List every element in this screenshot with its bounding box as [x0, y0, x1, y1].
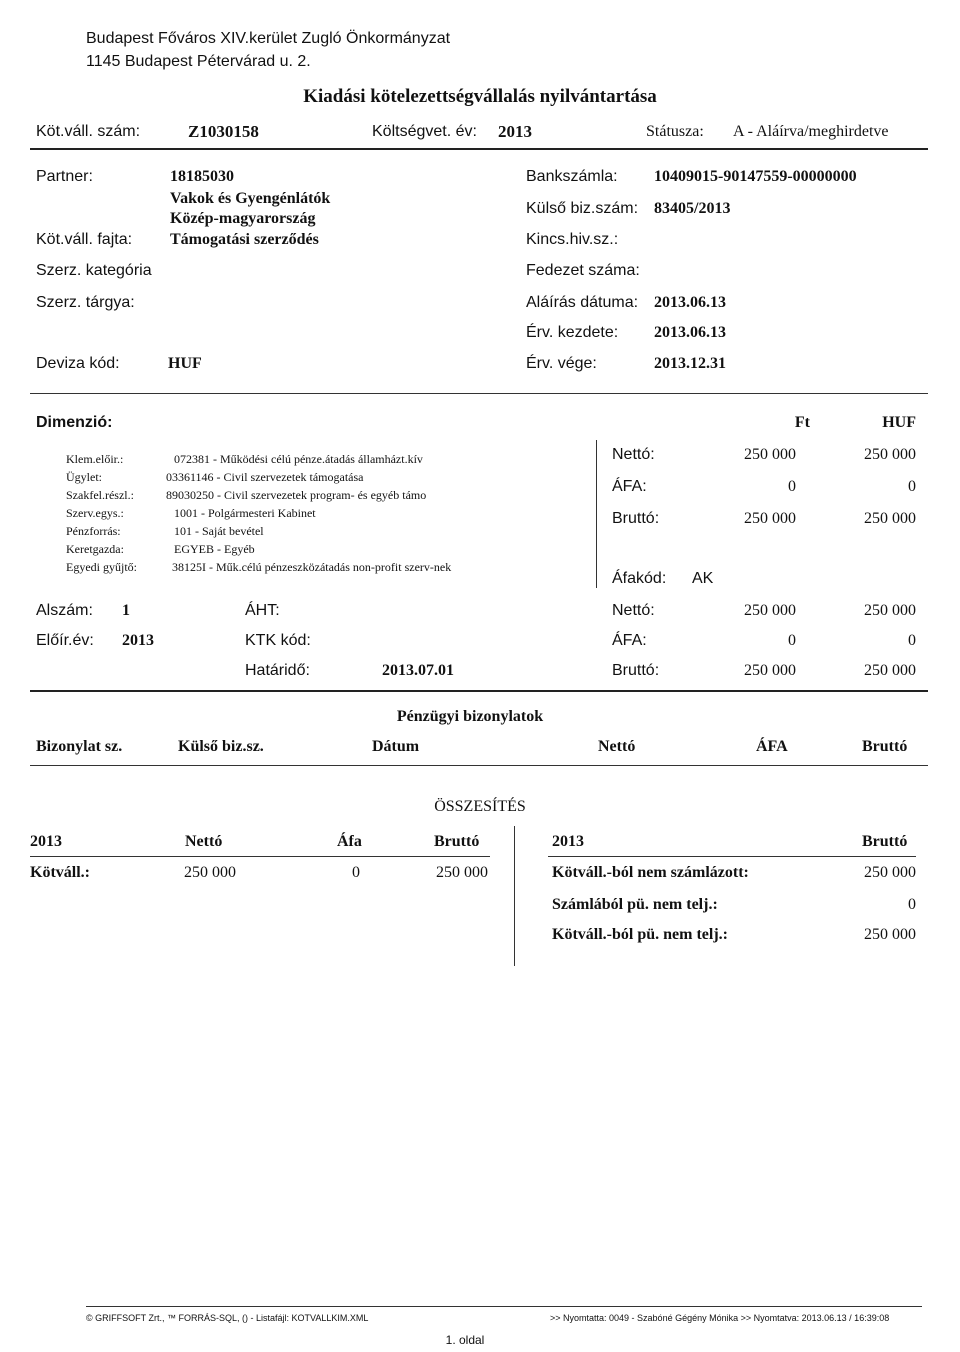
summary-left-vat: 0: [352, 864, 360, 881]
documents-title: Pénzügyi bizonylatok: [396, 708, 544, 725]
prescription-year-value: 2013: [122, 632, 154, 649]
valid-to-value: 2013.12.31: [654, 355, 726, 372]
dim-afa-label: ÁFA:: [612, 478, 647, 495]
dim-netto-label: Nettó:: [612, 446, 655, 463]
dim-brutto-huf: 250 000: [864, 510, 916, 527]
page-title: Kiadási kötelezettségvállalás nyilvántartása: [303, 86, 657, 107]
partner-name-1: Vakok és Gyengénlátók: [170, 190, 331, 207]
summary-right-row: Kötváll.-ból pü. nem telj.:: [552, 926, 728, 943]
divider-documents: [30, 690, 928, 692]
treasury-label: Kincs.hiv.sz.:: [526, 231, 619, 248]
vat-code-value: AK: [692, 570, 714, 587]
sub-netto-ft: 250 000: [744, 602, 796, 619]
summary-left-year: 2013: [30, 833, 62, 850]
sub-afa-label: ÁFA:: [612, 632, 647, 649]
dim-brutto-label: Bruttó:: [612, 510, 660, 527]
dimension-label: Dimenzió:: [36, 414, 113, 431]
currency-value: HUF: [168, 355, 202, 372]
ktk-label: KTK kód:: [245, 632, 311, 649]
deadline-label: Határidő:: [245, 662, 310, 679]
sub-afa-huf: 0: [908, 632, 916, 649]
status-label: Státusza:: [646, 123, 704, 140]
category-label: Szerz. kategória: [36, 262, 152, 279]
documents-col-doc-no: Bizonylat sz.: [36, 738, 123, 755]
kv-label: Köt.váll. szám:: [36, 123, 141, 140]
account-label: Bankszámla:: [526, 168, 618, 185]
divider-documents-header: [30, 765, 928, 766]
page-number: 1. oldal: [445, 1333, 485, 1347]
sub-netto-label: Nettó:: [612, 602, 655, 619]
status-value: A - Aláírva/meghirdetve: [733, 123, 889, 140]
column-ft: Ft: [794, 414, 810, 431]
dim-netto-huf: 250 000: [864, 446, 916, 463]
aht-label: ÁHT:: [245, 602, 280, 619]
summary-left-col-brutto: Bruttó: [434, 833, 480, 850]
type-value: Támogatási szerződés: [170, 231, 319, 248]
dim-brutto-ft: 250 000: [744, 510, 796, 527]
year-value: 2013: [498, 122, 532, 141]
subitem-value: 1: [122, 602, 130, 619]
org-name: Budapest Főváros XIV.kerület Zugló Önkormányzat: [86, 30, 451, 47]
summary-left-netto: 250 000: [184, 864, 236, 881]
summary-vertical-divider: [514, 826, 515, 966]
org-address: 1145 Budapest Pétervárad u. 2.: [86, 53, 311, 70]
summary-left-row-label: Kötváll.:: [30, 864, 90, 881]
partner-name-2: Közép-magyarország: [170, 210, 316, 227]
footer-line: [86, 1306, 922, 1307]
documents-col-brutto: Bruttó: [862, 738, 908, 755]
account-value: 10409015-90147559-00000000: [654, 168, 857, 185]
sub-afa-ft: 0: [788, 632, 796, 649]
ext-doc-label: Külső biz.szám:: [526, 200, 639, 217]
currency-label: Deviza kód:: [36, 355, 120, 372]
partner-label: Partner:: [36, 168, 93, 185]
summary-right-col-brutto: Bruttó: [862, 833, 908, 850]
summary-right-year: 2013: [552, 833, 584, 850]
dimension-vertical-divider: [596, 440, 597, 588]
summary-title: ÖSSZESÍTÉS: [434, 798, 526, 815]
dim-netto-ft: 250 000: [744, 446, 796, 463]
summary-left-col-vat: Áfa: [337, 833, 362, 850]
divider-top: [30, 148, 928, 150]
ext-doc-value: 83405/2013: [654, 200, 731, 217]
partner-code: 18185030: [170, 168, 234, 185]
summary-right-row: Számlából pü. nem telj.:: [552, 896, 718, 913]
summary-right-row-value: 0: [908, 896, 916, 913]
summary-right-header-line: [548, 856, 916, 857]
sign-date-value: 2013.06.13: [654, 294, 726, 311]
documents-col-date: Dátum: [372, 738, 420, 755]
vat-code-label: Áfakód:: [612, 570, 667, 587]
prescription-year-label: Előír.év:: [36, 632, 94, 649]
year-label: Költségvet. év:: [372, 123, 477, 140]
footer-print-info: >> Nyomtatta: 0049 - Szabóné Gégény Mónika >> Nyomtatva: 2013.06.13 / 16:39:08: [550, 1313, 890, 1323]
deadline-value: 2013.07.01: [382, 662, 454, 679]
type-label: Köt.váll. fajta:: [36, 231, 133, 248]
sub-brutto-huf: 250 000: [864, 662, 916, 679]
dim-afa-huf: 0: [908, 478, 916, 495]
sub-netto-huf: 250 000: [864, 602, 916, 619]
summary-right-row-value: 250 000: [864, 864, 916, 881]
dim-afa-ft: 0: [788, 478, 796, 495]
summary-right-row-value: 250 000: [864, 926, 916, 943]
documents-col-vat: ÁFA: [756, 738, 788, 755]
cover-label: Fedezet száma:: [526, 262, 640, 279]
kv-value: Z1030158: [188, 122, 259, 141]
valid-to-label: Érv. vége:: [526, 355, 597, 372]
documents-col-netto: Nettó: [598, 738, 636, 755]
documents-col-ext-no: Külső biz.sz.: [178, 738, 264, 755]
summary-left-brutto: 250 000: [436, 864, 488, 881]
summary-right-row: Kötváll.-ból nem számlázott:: [552, 864, 749, 881]
sign-date-label: Aláírás dátuma:: [526, 294, 639, 311]
footer-copyright: © GRIFFSOFT Zrt., ™ FORRÁS-SQL, () - Listafájl: KOTVALLKIM.XML: [86, 1313, 369, 1323]
subitem-label: Alszám:: [36, 602, 93, 619]
summary-left-header-line: [30, 856, 490, 857]
subject-label: Szerz. tárgya:: [36, 294, 135, 311]
valid-from-label: Érv. kezdete:: [526, 324, 619, 341]
sub-brutto-ft: 250 000: [744, 662, 796, 679]
sub-brutto-label: Bruttó:: [612, 662, 660, 679]
summary-left-col-netto: Nettó: [185, 833, 223, 850]
divider-dimension: [30, 393, 928, 394]
column-huf: HUF: [882, 414, 916, 431]
valid-from-value: 2013.06.13: [654, 324, 726, 341]
